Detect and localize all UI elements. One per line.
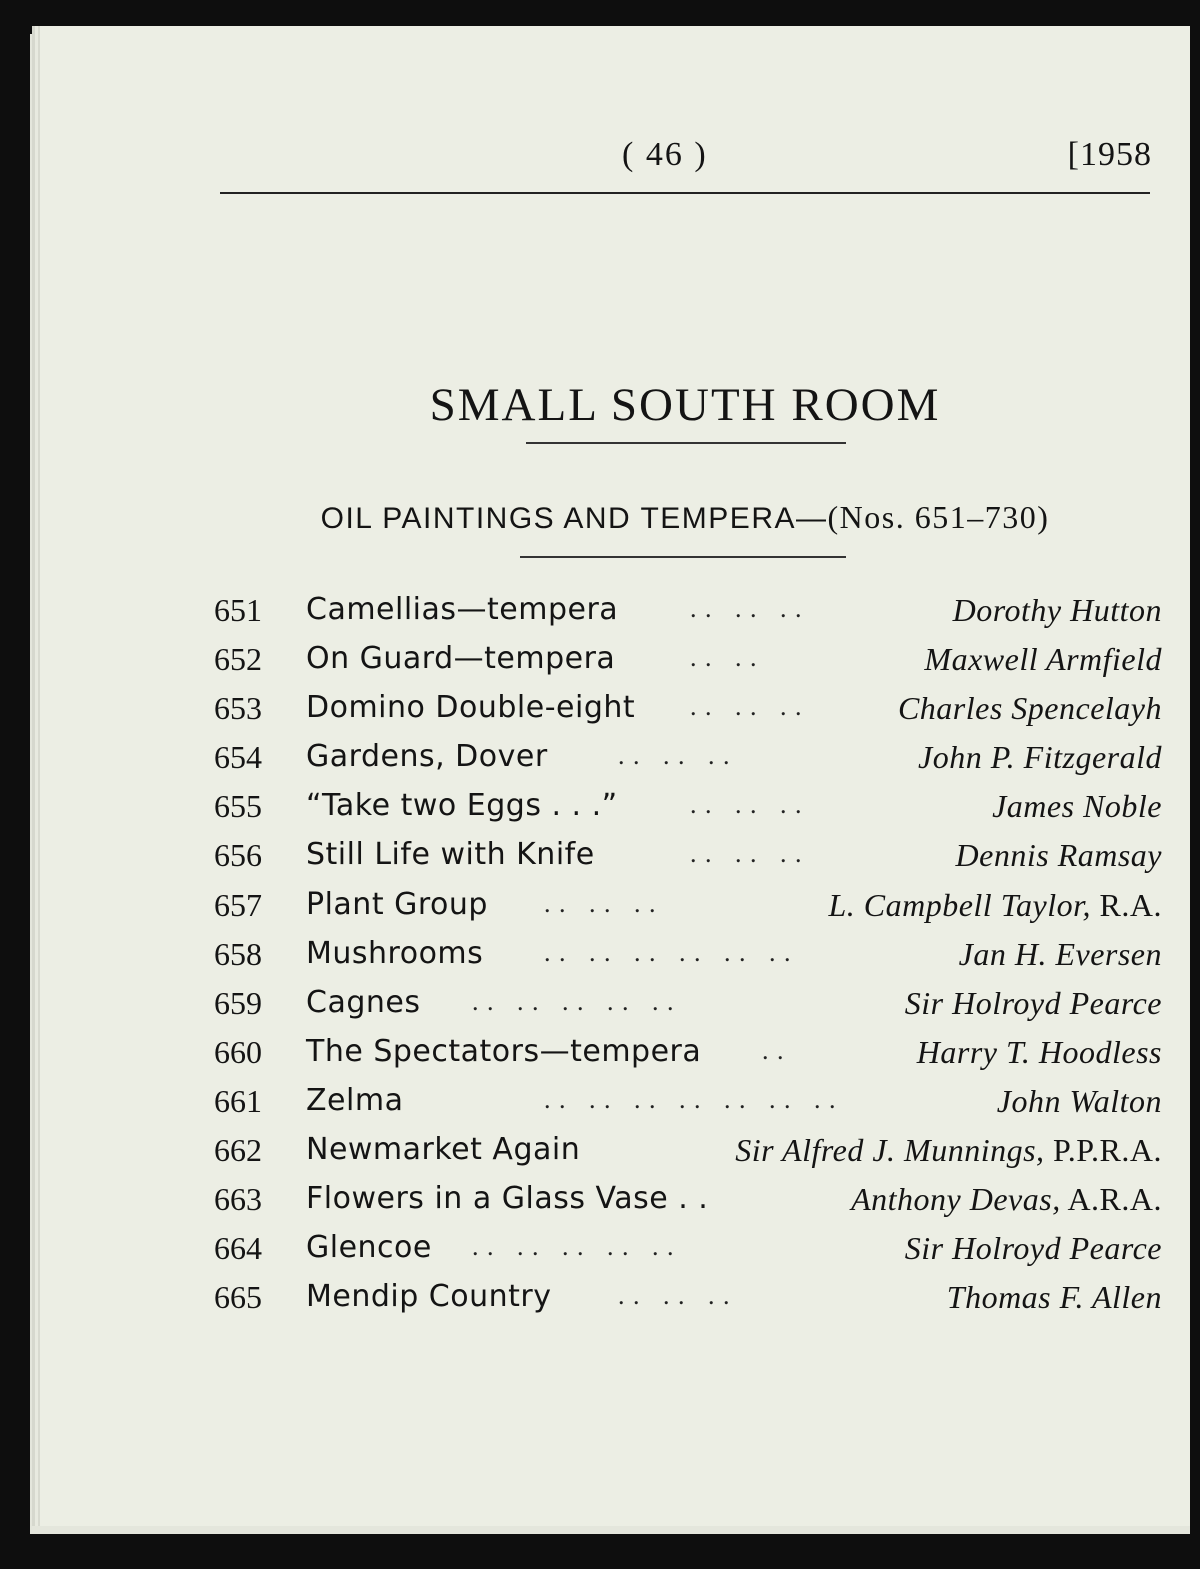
page-number: ( 46 ): [622, 136, 708, 173]
entry-title: Glencoe: [306, 1230, 432, 1266]
entry-number: 661: [214, 1082, 262, 1119]
entry-title: Mendip Country: [306, 1279, 552, 1315]
artist-name: Sir Holroyd Pearce: [904, 1230, 1162, 1267]
entry-artist: [997, 1083, 1162, 1120]
room-title: SMALL SOUTH ROOM: [429, 379, 941, 431]
entry-title: The Spectators—tempera: [306, 1033, 702, 1069]
table-row: [214, 592, 1162, 641]
entry-number: 659: [214, 984, 262, 1021]
entries-list: [214, 592, 1162, 1328]
leader-dots: . . . . . .: [690, 790, 803, 820]
table-row: [214, 641, 1162, 690]
entry-artist: [828, 887, 1162, 924]
table-row: [214, 1279, 1162, 1328]
entry-artist: [953, 592, 1162, 629]
leader-dots: . . . . . .: [690, 594, 803, 623]
leader-dots: . . . . . .: [618, 1281, 731, 1311]
table-row: [214, 1083, 1162, 1132]
table-row: [214, 837, 1162, 886]
entry-artist: [898, 690, 1162, 727]
entry-title: On Guard—tempera: [306, 641, 616, 677]
entry-title: Zelma: [306, 1082, 404, 1118]
entry-artist: [917, 1034, 1162, 1071]
catalogue-page: [40, 26, 1190, 1526]
leader-dots: . . . .: [690, 643, 758, 673]
entry-number: 662: [214, 1132, 262, 1169]
artist-honour: A.R.A.: [1060, 1181, 1162, 1218]
table-row: [214, 1230, 1162, 1279]
table-row: [214, 1132, 1162, 1181]
entry-number: 660: [214, 1033, 262, 1070]
entry-number: 663: [214, 1181, 262, 1218]
section-title-text: OIL PAINTINGS AND TEMPERA—: [320, 502, 828, 535]
artist-name: John P. Fitzgerald: [918, 739, 1162, 776]
entry-artist: [851, 1181, 1162, 1218]
leader-dots: . . . . . .: [618, 741, 731, 771]
entry-artist: [924, 641, 1162, 678]
entry-number: 654: [214, 739, 262, 776]
artist-honour: P.P.R.A.: [1044, 1132, 1162, 1169]
artist-name: Anthony Devas,: [851, 1181, 1061, 1218]
entry-title: Gardens, Dover: [306, 739, 548, 775]
entry-title: “Take two Eggs . . .”: [306, 788, 618, 824]
table-row: [214, 985, 1162, 1034]
table-row: [214, 739, 1162, 788]
entry-artist: [918, 739, 1162, 776]
leader-dots: . .: [762, 1035, 785, 1065]
entry-title: Newmarket Again: [306, 1132, 581, 1168]
section-title: [220, 499, 1150, 536]
entry-artist: [959, 936, 1162, 973]
artist-name: L. Campbell Taylor,: [828, 886, 1092, 923]
entry-number: 665: [214, 1279, 262, 1316]
entry-number: 651: [214, 592, 262, 628]
table-row: [214, 690, 1162, 739]
entry-title: Camellias—tempera: [306, 592, 619, 627]
entry-title: Plant Group: [306, 886, 488, 922]
table-row: [214, 936, 1162, 985]
entry-number: 655: [214, 788, 262, 825]
artist-name: Charles Spencelayh: [897, 690, 1162, 727]
artist-name: Harry T. Hoodless: [916, 1033, 1162, 1070]
entry-title: Cagnes: [306, 984, 421, 1020]
entry-title: Still Life with Knife: [306, 837, 595, 873]
artist-name: Sir Alfred J. Munnings,: [735, 1132, 1045, 1169]
artist-name: Dorothy Hutton: [952, 592, 1162, 628]
leader-dots: . . . . . . . . . . . . . .: [544, 1084, 837, 1114]
entry-number: 658: [214, 935, 262, 972]
artist-name: John Walton: [996, 1082, 1162, 1119]
artist-name: James Noble: [992, 788, 1162, 825]
entry-number: 664: [214, 1230, 262, 1267]
leader-dots: . . . . . . . . . .: [472, 1232, 675, 1262]
entry-artist: [735, 1132, 1162, 1169]
entry-number: 656: [214, 837, 262, 874]
leader-dots: . . . . . . . . . .: [472, 986, 675, 1016]
entry-artist: [992, 788, 1162, 825]
artist-name: Maxwell Armfield: [924, 641, 1162, 678]
entry-number: 653: [214, 690, 262, 727]
page-header: [222, 136, 1150, 186]
leader-dots: . . . . . .: [690, 839, 803, 869]
entry-artist: [905, 985, 1162, 1022]
section-range: (Nos. 651–730): [827, 499, 1050, 535]
entry-number: 657: [214, 886, 262, 923]
table-row: [214, 1181, 1162, 1230]
table-row: [214, 1034, 1162, 1083]
artist-name: Sir Holroyd Pearce: [904, 984, 1162, 1021]
entry-artist: [905, 1230, 1162, 1267]
entry-title: Mushrooms: [306, 935, 484, 971]
year-label: [1958: [1067, 136, 1152, 173]
entry-title: Flowers in a Glass Vase . .: [306, 1181, 709, 1217]
table-row: [214, 887, 1162, 936]
header-rule: [220, 192, 1150, 194]
leader-dots: . . . . . .: [544, 888, 657, 918]
artist-name: Thomas F. Allen: [946, 1279, 1162, 1316]
artist-honour: R.A.: [1091, 886, 1162, 923]
divider-bottom: [520, 556, 846, 558]
entry-artist: [947, 1279, 1162, 1316]
entry-artist: [956, 837, 1162, 874]
leader-dots: . . . . . . . . . . . .: [544, 937, 792, 967]
entry-title: Domino Double-eight: [306, 690, 636, 726]
table-row: [214, 788, 1162, 837]
divider-top: [526, 442, 846, 444]
entry-number: 652: [214, 641, 262, 678]
artist-name: Dennis Ramsay: [955, 837, 1162, 874]
artist-name: Jan H. Eversen: [958, 935, 1162, 972]
leader-dots: . . . . . .: [690, 692, 803, 722]
